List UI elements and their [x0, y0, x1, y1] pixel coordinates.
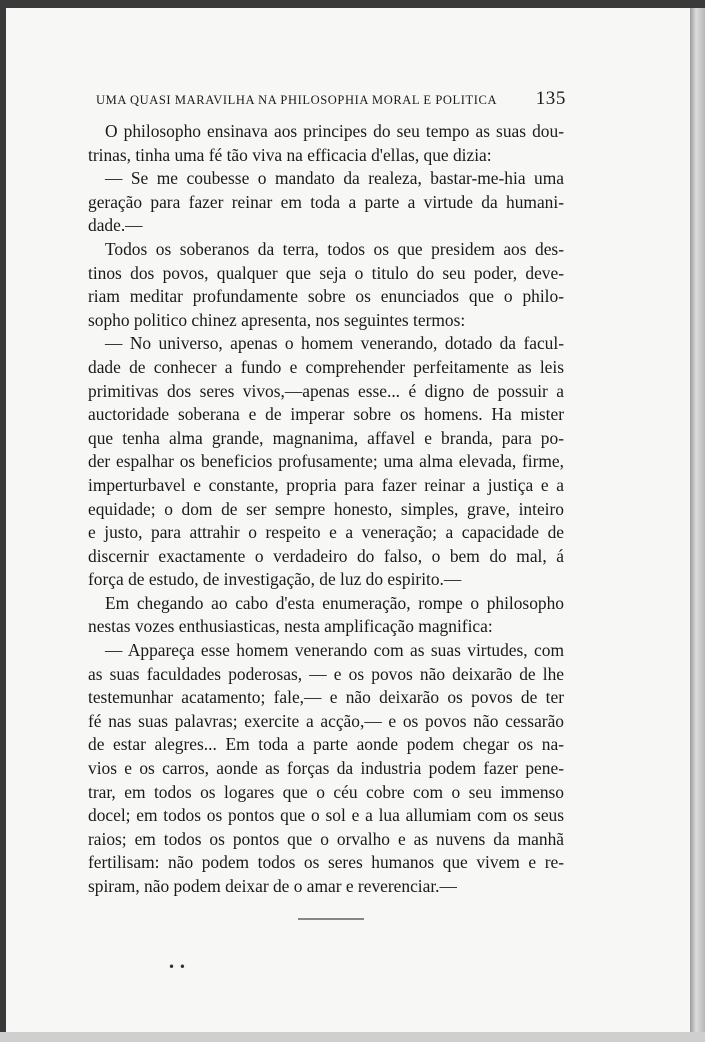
running-head	[96, 88, 566, 110]
section-end-rule	[298, 918, 364, 920]
text-line: vios e os carros, aonde as forças da industria podem fazer pene-	[88, 758, 564, 779]
text-line: riam meditar profundamente sobre os enunciados que o philo-	[88, 286, 564, 307]
text-line: que tenha alma grande, magnanima, affavel e branda, para po-	[88, 427, 564, 448]
text-line: sopho politico chinez apresenta, nos seguintes termos:	[88, 309, 466, 330]
text-line: spiram, não podem deixar de o amar e reverenciar.—	[88, 876, 457, 896]
text-line: dade de conhecer a fundo e comprehender perfeitamente as leis	[88, 356, 564, 377]
body-text	[88, 120, 564, 899]
text-line: auctoridade soberana e de imperar sobre os homens. Ha mister	[88, 404, 564, 425]
text-line: nestas vozes enthusiasticas, nesta amplificação magnifica:	[88, 616, 493, 637]
text-line: — Appareça esse homem venerando com as suas virtudes, com	[105, 640, 564, 661]
text-line: tinos dos povos, qualquer que seja o titulo do seu poder, deve-	[88, 262, 564, 283]
text-line: primitivas dos seres vivos,—apenas esse... é digno de possuir a	[88, 380, 564, 401]
text-line: geração para fazer reinar em toda a parte a virtude da humani-	[88, 191, 564, 212]
text-line: trar, em todos os logares que o céu cobre com o seu immenso	[88, 781, 564, 802]
text-line: docel; em todos os pontos que o sol e a lua allumiam com os seus	[88, 805, 564, 826]
page-bottom-edge	[0, 1032, 705, 1042]
text-line: discernir exactamente o verdadeiro do falso, o bem do mal, á	[88, 545, 564, 566]
text-line: imperturbavel e constante, propria para fazer reinar a justiça e a	[88, 474, 564, 495]
signature-dots: • •	[168, 960, 186, 974]
text-line: O philosopho ensinava aos principes do seu tempo as suas dou-	[105, 121, 564, 141]
text-line: e justo, para attrahir o respeito e a veneração; a capacidade de	[88, 522, 564, 543]
text-line: Em chegando ao cabo d'esta enumeração, rompe o philosopho	[105, 592, 564, 613]
text-line: as suas faculdades poderosas, — e os povos não deixarão de lhe	[88, 663, 564, 684]
text-line: trinas, tinha uma fé tão viva na efficacia d'ellas, que dizia:	[88, 144, 492, 165]
text-line: de estar alegres... Em toda a parte aonde podem chegar os na-	[88, 734, 564, 755]
text-line: raios; em todos os pontos que o orvalho e as nuvens da manhã	[88, 828, 564, 849]
text-line: Todos os soberanos da terra, todos os que presidem aos des-	[105, 238, 564, 259]
text-line: — Se me coubesse o mandato da realeza, bastar-me-hia uma	[105, 168, 564, 189]
running-title: UMA QUASI MARAVILHA NA PHILOSOPHIA MORAL E POLITICA	[96, 93, 498, 107]
text-line: — No universo, apenas o homem venerando, dotado da facul-	[105, 333, 564, 354]
page-number: 135	[535, 88, 566, 109]
text-line: força de estudo, de investigação, de luz do espirito.—	[88, 569, 462, 590]
text-line: dade.—	[88, 215, 143, 236]
page-stack-edge	[690, 8, 705, 1042]
text-line: testemunhar acatamento; fale,— e não deixarão os povos de ter	[88, 687, 564, 708]
text-line: fertilisam: não podem todos os seres humanos que vivem e re-	[88, 852, 564, 873]
text-line: der espalhar os beneficios profusamente; uma alma elevada, firme,	[88, 451, 564, 472]
text-line: fé nas suas palavras; exercite a acção,— e os povos não cessarão	[88, 710, 564, 731]
text-line: equidade; o dom de ser sempre honesto, simples, grave, inteiro	[88, 498, 564, 519]
